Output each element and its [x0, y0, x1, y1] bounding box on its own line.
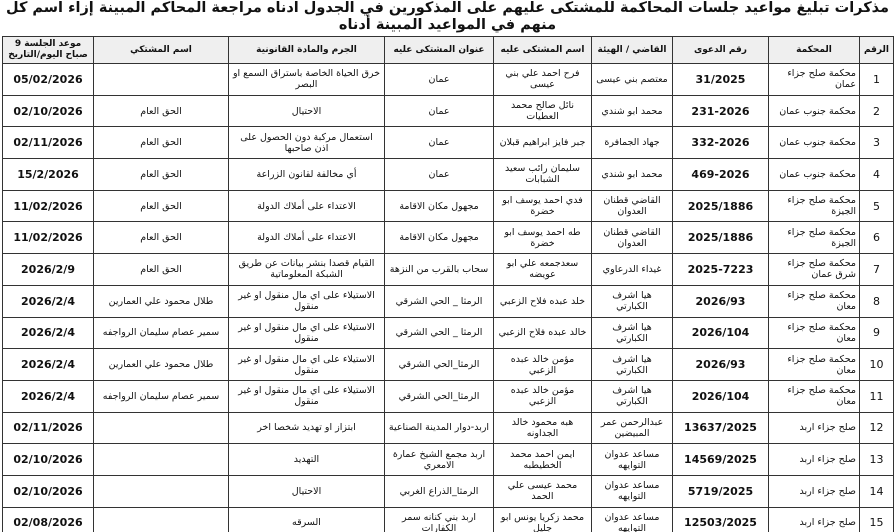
cell-defendant: مؤمن خالد عبده الزعبي: [494, 380, 592, 412]
cell-session-date: 15/2/2026: [3, 159, 94, 191]
cell-complainant: الحق العام: [94, 254, 229, 286]
table-row: [3, 475, 894, 507]
cell-address: الرمثا_الحي الشرقي: [385, 349, 494, 381]
table-row: [3, 380, 894, 412]
cell-charge: التهديد: [229, 444, 385, 476]
cell-judge: هيا اشرف الكبارتي: [592, 317, 673, 349]
cell-charge: الاستيلاء على اي مال منقول او غير منقول: [229, 317, 385, 349]
cell-defendant: هبه محمود خالد الجداونه: [494, 412, 592, 444]
cell-court: محكمة صلح جزاء معان: [769, 349, 860, 381]
cell-court: محكمة جنوب عمان: [769, 127, 860, 159]
cell-complainant: الحق العام: [94, 222, 229, 254]
cell-court: محكمة صلح جزاء عمان: [769, 64, 860, 96]
cell-complainant: طلال محمود علي العمارين: [94, 285, 229, 317]
cell-address: مجهول مكان الاقامة: [385, 222, 494, 254]
cell-court: صلح جزاء اربد: [769, 507, 860, 532]
cell-defendant: طه احمد يوسف ابو خضرة: [494, 222, 592, 254]
header-address: عنوان المشتكى عليه: [385, 37, 494, 64]
cell-judge: عبدالرحمن عمر المبيضين: [592, 412, 673, 444]
cell-session-date: 2026/2/4: [3, 380, 94, 412]
cell-defendant: ايمن احمد محمد الخطيطبه: [494, 444, 592, 476]
table-row: [3, 127, 894, 159]
cell-charge: الاعتداء على أملاك الدولة: [229, 222, 385, 254]
cell-charge: القيام قصدا بنشر بيانات عن طريق الشبكة المعلوماتية: [229, 254, 385, 286]
cell-session-date: 2026/2/9: [3, 254, 94, 286]
cell-row-no: 9: [860, 317, 894, 349]
cell-row-no: 6: [860, 222, 894, 254]
cell-case-no: 2025/1886: [673, 190, 769, 222]
cell-court: محكمة صلح جزاء معان: [769, 317, 860, 349]
cell-charge: أي مخالفة لقانون الزراعة: [229, 159, 385, 191]
cell-address: الرمثا _ الحي الشرقي: [385, 285, 494, 317]
cell-address: عمان: [385, 127, 494, 159]
cell-complainant: [94, 64, 229, 96]
cell-charge: الاعتداء على أملاك الدولة: [229, 190, 385, 222]
cell-row-no: 11: [860, 380, 894, 412]
cell-charge: استعمال مركبة دون الحصول على اذن صاحبها: [229, 127, 385, 159]
cell-case-no: 31/2025: [673, 64, 769, 96]
cell-case-no: 2025/1886: [673, 222, 769, 254]
cell-row-no: 7: [860, 254, 894, 286]
cell-charge: الاحتيال: [229, 475, 385, 507]
cell-defendant: فرح احمد علي بني عيسى: [494, 64, 592, 96]
header-case-no: رقم الدعوى: [673, 37, 769, 64]
cell-row-no: 13: [860, 444, 894, 476]
cell-session-date: 02/11/2026: [3, 127, 94, 159]
cell-defendant: سليمان رائب سعيد الشبابات: [494, 159, 592, 191]
cell-case-no: 14569/2025: [673, 444, 769, 476]
cell-session-date: 02/11/2026: [3, 412, 94, 444]
cell-judge: مساعد عدوان التوايهه: [592, 444, 673, 476]
cell-session-date: 11/02/2026: [3, 190, 94, 222]
cell-session-date: 02/10/2026: [3, 444, 94, 476]
cell-address: عمان: [385, 95, 494, 127]
cell-charge: ابتزاز او تهديد شخصا اخر: [229, 412, 385, 444]
cell-case-no: 2026/93: [673, 285, 769, 317]
cell-court: صلح جزاء اربد: [769, 475, 860, 507]
cell-complainant: الحق العام: [94, 159, 229, 191]
cell-address: اربد-دوار المدينة الصناعية: [385, 412, 494, 444]
cell-court: صلح جزاء اربد: [769, 412, 860, 444]
cell-address: اربد مجمع الشيخ عمارة الامعري: [385, 444, 494, 476]
cell-judge: القاضي قطنان العدوان: [592, 222, 673, 254]
cell-defendant: فدي احمد يوسف ابو خضرة: [494, 190, 592, 222]
cell-defendant: محمد زكريا يونس ابو جليل: [494, 507, 592, 532]
cell-charge: الاستيلاء على اي مال منقول او غير منقول: [229, 380, 385, 412]
cell-court: محكمة صلح جزاء الجيزة: [769, 222, 860, 254]
cell-address: الرمثا _ الحي الشرقي: [385, 317, 494, 349]
header-judge: القاضي / الهيئة: [592, 37, 673, 64]
cell-court: محكمة جنوب عمان: [769, 95, 860, 127]
cell-row-no: 8: [860, 285, 894, 317]
cell-row-no: 4: [860, 159, 894, 191]
cell-charge: خرق الحياة الخاصة باستراق السمع او البصر: [229, 64, 385, 96]
cell-charge: الاحتيال: [229, 95, 385, 127]
cell-address: الرمثا_الذراع الغربي: [385, 475, 494, 507]
cell-case-no: 2026/93: [673, 349, 769, 381]
cell-case-no: 2026/104: [673, 380, 769, 412]
table-row: [3, 349, 894, 381]
cell-judge: هيا اشرف الكبارتي: [592, 380, 673, 412]
cell-judge: مساعد عدوان التوايهه: [592, 507, 673, 532]
cell-complainant: [94, 412, 229, 444]
cell-session-date: 11/02/2026: [3, 222, 94, 254]
cell-session-date: 2026/2/4: [3, 349, 94, 381]
table-row: [3, 412, 894, 444]
cell-court: صلح جزاء اربد: [769, 444, 860, 476]
cell-session-date: 02/10/2026: [3, 475, 94, 507]
header-row-no: الرقم: [860, 37, 894, 64]
cell-row-no: 12: [860, 412, 894, 444]
cell-complainant: الحق العام: [94, 95, 229, 127]
cell-complainant: سمير عصام سليمان الرواجفه: [94, 317, 229, 349]
cell-session-date: 02/08/2026: [3, 507, 94, 532]
table-row: [3, 285, 894, 317]
cell-judge: جهاد الجمافرة: [592, 127, 673, 159]
cell-row-no: 2: [860, 95, 894, 127]
cell-row-no: 10: [860, 349, 894, 381]
cell-address: عمان: [385, 159, 494, 191]
cell-case-no: 13637/2025: [673, 412, 769, 444]
cell-defendant: خلد عبده فلاح الزعبي: [494, 285, 592, 317]
cell-case-no: 469-2026: [673, 159, 769, 191]
cell-row-no: 3: [860, 127, 894, 159]
cell-charge: السرقه: [229, 507, 385, 532]
table-row: [3, 444, 894, 476]
header-session-date: موعد الجلسة 9 صباح اليوم/التاريخ: [3, 37, 94, 64]
cell-defendant: خالد عبده فلاح الزعبي: [494, 317, 592, 349]
cell-judge: القاضي قطنان العدوان: [592, 190, 673, 222]
cell-court: محكمة صلح جزاء معان: [769, 285, 860, 317]
table-header-row: [3, 37, 894, 64]
cell-court: محكمة صلح جزاء شرق عمان: [769, 254, 860, 286]
cell-judge: محمد ابو شندي: [592, 95, 673, 127]
cell-session-date: 2026/2/4: [3, 317, 94, 349]
cell-court: محكمة جنوب عمان: [769, 159, 860, 191]
cell-case-no: 12503/2025: [673, 507, 769, 532]
cell-complainant: [94, 444, 229, 476]
cell-complainant: طلال محمود علي العمارين: [94, 349, 229, 381]
cell-judge: محمد ابو شندي: [592, 159, 673, 191]
cell-complainant: سمير عصام سليمان الرواجفه: [94, 380, 229, 412]
cell-case-no: 332-2026: [673, 127, 769, 159]
table-row: [3, 507, 894, 532]
cell-defendant: جبر فايز ابراهيم قبلان: [494, 127, 592, 159]
cell-case-no: 2026/104: [673, 317, 769, 349]
cell-address: الرمثا_الحي الشرقي: [385, 380, 494, 412]
court-sessions-table: [2, 36, 894, 532]
cell-address: اربد بني كنانه سمر الكفارات: [385, 507, 494, 532]
header-charge: الجرم والمادة القانونية: [229, 37, 385, 64]
cell-complainant: الحق العام: [94, 127, 229, 159]
cell-judge: هيا اشرف الكبارتي: [592, 285, 673, 317]
cell-row-no: 14: [860, 475, 894, 507]
cell-address: مجهول مكان الاقامة: [385, 190, 494, 222]
cell-defendant: محمد عيسى علي الحمد: [494, 475, 592, 507]
cell-address: عمان: [385, 64, 494, 96]
table-row: [3, 190, 894, 222]
cell-address: سحاب بالقرب من النزهة: [385, 254, 494, 286]
table-row: [3, 222, 894, 254]
cell-charge: الاستيلاء على اي مال منقول او غير منقول: [229, 349, 385, 381]
cell-row-no: 15: [860, 507, 894, 532]
cell-complainant: الحق العام: [94, 190, 229, 222]
header-court: المحكمة: [769, 37, 860, 64]
table-row: [3, 64, 894, 96]
cell-session-date: 02/10/2026: [3, 95, 94, 127]
notice-title: مذكرات تبليغ مواعيد جلسات المحاكمة للمشتكى عليهم على المذكورين في الجدول ادناه مراجعة المحاكم المبينة إزاء اسم كل منهم في المواعيد المبينة أدناه: [6, 0, 889, 33]
header-complainant: اسم المشتكي: [94, 37, 229, 64]
cell-court: محكمة صلح جزاء معان: [769, 380, 860, 412]
table-row: [3, 95, 894, 127]
cell-judge: معتصم بني عيسى: [592, 64, 673, 96]
cell-complainant: [94, 507, 229, 532]
cell-judge: هيا اشرف الكبارتي: [592, 349, 673, 381]
table-row: [3, 317, 894, 349]
cell-charge: الاستيلاء على اي مال منقول او غير منقول: [229, 285, 385, 317]
table-row: [3, 159, 894, 191]
cell-row-no: 5: [860, 190, 894, 222]
header-defendant: اسم المشتكى عليه: [494, 37, 592, 64]
cell-case-no: 5719/2025: [673, 475, 769, 507]
cell-judge: مساعد عدوان التوايهه: [592, 475, 673, 507]
cell-complainant: [94, 475, 229, 507]
cell-session-date: 2026/2/4: [3, 285, 94, 317]
cell-defendant: نائل صالح محمد العطيات: [494, 95, 592, 127]
cell-case-no: 231-2026: [673, 95, 769, 127]
cell-defendant: سعدجمعه علي ابو عويضه: [494, 254, 592, 286]
cell-row-no: 1: [860, 64, 894, 96]
cell-court: محكمة صلح جزاء الجيزة: [769, 190, 860, 222]
cell-session-date: 05/02/2026: [3, 64, 94, 96]
cell-judge: غيداء الدرعاوي: [592, 254, 673, 286]
table-body: [3, 64, 894, 532]
cell-case-no: 2025-7223: [673, 254, 769, 286]
cell-defendant: مؤمن خالد عبده الزعبي: [494, 349, 592, 381]
table-row: [3, 254, 894, 286]
